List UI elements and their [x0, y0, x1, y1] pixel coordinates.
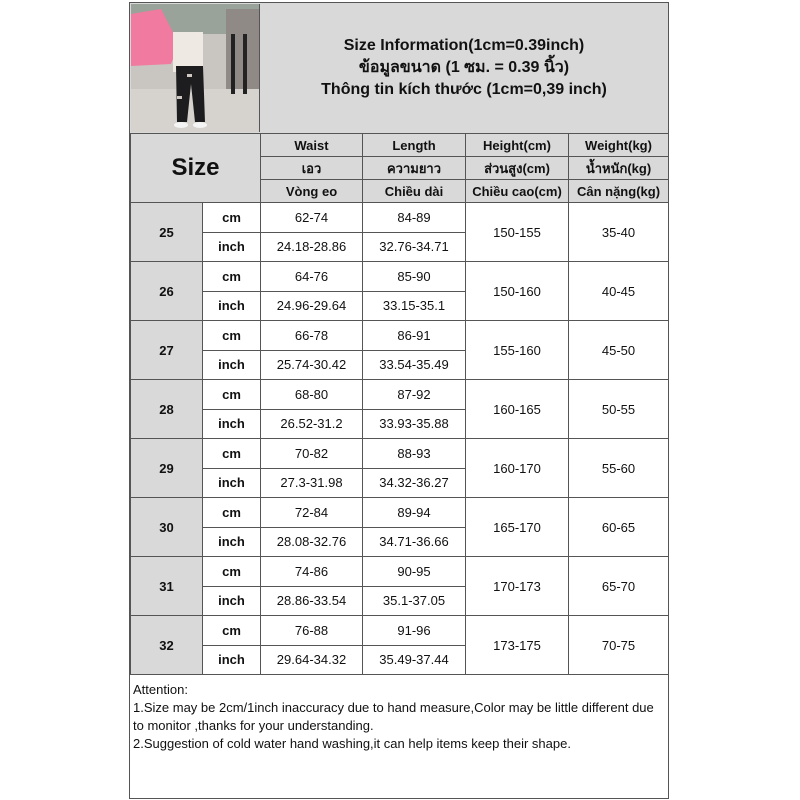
- waist-cm: 68-80: [261, 380, 363, 410]
- length-cm: 86-91: [363, 321, 466, 351]
- table-row: [131, 380, 669, 410]
- height-header-th: ส่วนสูง(cm): [466, 157, 569, 180]
- unit-inch: inch: [203, 409, 261, 439]
- waist-inch: 27.3-31.98: [261, 468, 363, 498]
- waist-header-en: Waist: [261, 134, 363, 157]
- length-cm: 89-94: [363, 498, 466, 528]
- waist-inch: 28.86-33.54: [261, 586, 363, 616]
- length-inch: 34.71-36.66: [363, 527, 466, 557]
- size-table: [130, 133, 669, 675]
- waist-inch: 26.52-31.2: [261, 409, 363, 439]
- table-row: [131, 321, 669, 351]
- attention-notes: [130, 680, 668, 754]
- size-value: 25: [131, 203, 203, 262]
- weight-range: 65-70: [569, 557, 669, 616]
- header-row-en: [131, 134, 669, 157]
- size-value: 29: [131, 439, 203, 498]
- height-range: 160-165: [466, 380, 569, 439]
- unit-inch: inch: [203, 645, 261, 675]
- height-range: 170-173: [466, 557, 569, 616]
- height-range: 155-160: [466, 321, 569, 380]
- weight-range: 60-65: [569, 498, 669, 557]
- unit-cm: cm: [203, 557, 261, 587]
- weight-range: 45-50: [569, 321, 669, 380]
- table-row: [131, 262, 669, 292]
- waist-cm: 66-78: [261, 321, 363, 351]
- weight-range: 55-60: [569, 439, 669, 498]
- unit-cm: cm: [203, 380, 261, 410]
- size-value: 28: [131, 380, 203, 439]
- unit-cm: cm: [203, 262, 261, 292]
- length-cm: 88-93: [363, 439, 466, 469]
- length-header-en: Length: [363, 134, 466, 157]
- waist-inch: 28.08-32.76: [261, 527, 363, 557]
- length-inch: 33.15-35.1: [363, 291, 466, 321]
- waist-header-th: เอว: [261, 157, 363, 180]
- size-chart-sheet: [129, 2, 669, 799]
- attention-note-1: 1.Size may be 2cm/1inch inaccuracy due to hand measure,Color may be little different due to monitor ,thanks for your understanding.: [133, 700, 654, 733]
- height-range: 150-155: [466, 203, 569, 262]
- length-inch: 35.1-37.05: [363, 586, 466, 616]
- table-row: [131, 203, 669, 233]
- height-header-en: Height(cm): [466, 134, 569, 157]
- height-range: 150-160: [466, 262, 569, 321]
- unit-inch: inch: [203, 468, 261, 498]
- height-range: 165-170: [466, 498, 569, 557]
- waist-inch: 29.64-34.32: [261, 645, 363, 675]
- weight-range: 50-55: [569, 380, 669, 439]
- size-value: 30: [131, 498, 203, 557]
- length-header-vi: Chiều dài: [363, 180, 466, 203]
- waist-cm: 74-86: [261, 557, 363, 587]
- weight-range: 40-45: [569, 262, 669, 321]
- length-inch: 33.93-35.88: [363, 409, 466, 439]
- height-range: 173-175: [466, 616, 569, 675]
- length-cm: 87-92: [363, 380, 466, 410]
- unit-inch: inch: [203, 232, 261, 262]
- unit-cm: cm: [203, 439, 261, 469]
- size-value: 27: [131, 321, 203, 380]
- unit-inch: inch: [203, 586, 261, 616]
- unit-inch: inch: [203, 291, 261, 321]
- unit-cm: cm: [203, 321, 261, 351]
- weight-range: 70-75: [569, 616, 669, 675]
- product-photo: [131, 4, 260, 132]
- waist-cm: 64-76: [261, 262, 363, 292]
- unit-inch: inch: [203, 350, 261, 380]
- header-band: [130, 3, 668, 134]
- length-cm: 84-89: [363, 203, 466, 233]
- length-cm: 90-95: [363, 557, 466, 587]
- weight-header-vi: Cân nặng(kg): [569, 180, 669, 203]
- size-info-title: [261, 3, 667, 133]
- waist-cm: 76-88: [261, 616, 363, 646]
- unit-cm: cm: [203, 616, 261, 646]
- length-header-th: ความยาว: [363, 157, 466, 180]
- waist-inch: 24.96-29.64: [261, 291, 363, 321]
- attention-note-2: 2.Suggestion of cold water hand washing,it can help items keep their shape.: [133, 736, 571, 751]
- unit-cm: cm: [203, 498, 261, 528]
- length-inch: 34.32-36.27: [363, 468, 466, 498]
- weight-header-th: น้ำหนัก(kg): [569, 157, 669, 180]
- length-inch: 33.54-35.49: [363, 350, 466, 380]
- length-inch: 35.49-37.44: [363, 645, 466, 675]
- height-header-vi: Chiều cao(cm): [466, 180, 569, 203]
- waist-inch: 24.18-28.86: [261, 232, 363, 262]
- size-value: 26: [131, 262, 203, 321]
- title-th: ข้อมูลขนาด (1 ซม. = 0.39 นิ้ว): [358, 59, 570, 76]
- table-row: [131, 557, 669, 587]
- attention-title: Attention:: [133, 682, 188, 697]
- table-row: [131, 439, 669, 469]
- weight-range: 35-40: [569, 203, 669, 262]
- unit-inch: inch: [203, 527, 261, 557]
- table-row: [131, 498, 669, 528]
- length-cm: 85-90: [363, 262, 466, 292]
- waist-cm: 72-84: [261, 498, 363, 528]
- unit-cm: cm: [203, 203, 261, 233]
- size-value: 32: [131, 616, 203, 675]
- waist-inch: 25.74-30.42: [261, 350, 363, 380]
- waist-header-vi: Vòng eo: [261, 180, 363, 203]
- waist-cm: 70-82: [261, 439, 363, 469]
- title-vi: Thông tin kích thước (1cm=0,39 inch): [321, 81, 607, 98]
- size-column-header: Size: [131, 134, 261, 203]
- waist-cm: 62-74: [261, 203, 363, 233]
- length-cm: 91-96: [363, 616, 466, 646]
- weight-header-en: Weight(kg): [569, 134, 669, 157]
- length-inch: 32.76-34.71: [363, 232, 466, 262]
- title-en: Size Information(1cm=0.39inch): [343, 37, 585, 54]
- size-value: 31: [131, 557, 203, 616]
- height-range: 160-170: [466, 439, 569, 498]
- table-row: [131, 616, 669, 646]
